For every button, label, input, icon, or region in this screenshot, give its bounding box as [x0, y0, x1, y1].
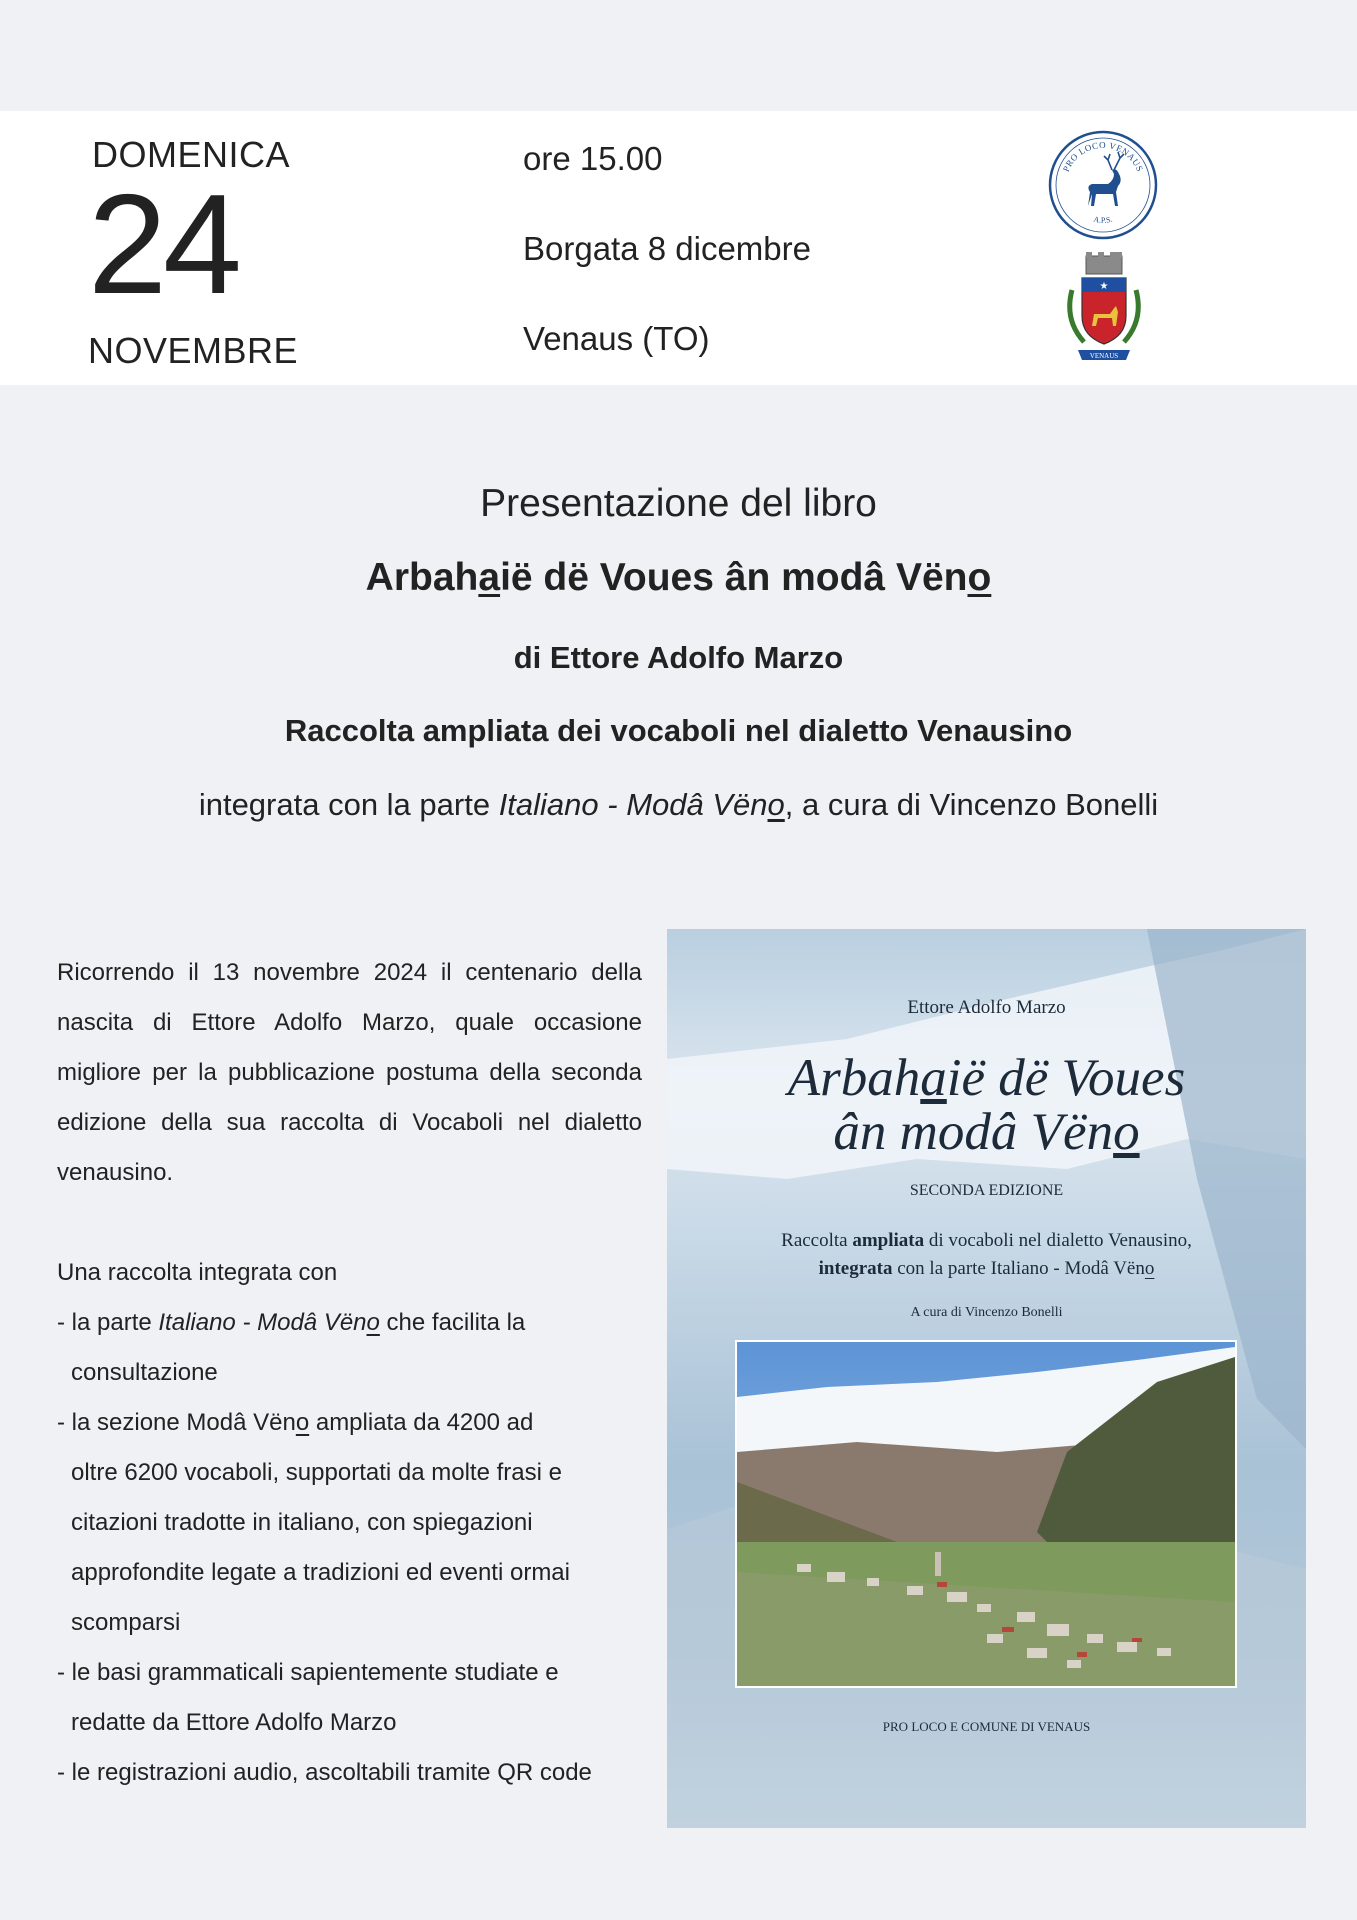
svg-text:A.P.S.	[1093, 215, 1114, 225]
book-integration-note: integrata con la parte Italiano - Modâ Vëno, a cura di Vincenzo Bonelli	[198, 787, 1159, 822]
intro-paragraph: Ricorrendo il 13 novembre 2024 il centenario della nascita di Ettore Adolfo Marzo, quale occasione migliore per la pubblicazione postuma della seconda edizione della sua raccolta di Vocaboli nel dialetto venausino.	[57, 959, 642, 1186]
proloco-logo	[1048, 130, 1158, 240]
book-cover-image	[667, 929, 1306, 1828]
event-town: Venaus (TO)	[523, 320, 710, 357]
list-item: - le basi grammaticali sapientemente studiate e	[57, 1659, 559, 1686]
list-item: - la sezione Modâ Vëno ampliata da 4200 ad	[57, 1409, 534, 1436]
book-subtitle: Raccolta ampliata dei vocaboli nel dialetto Venausino	[284, 713, 1073, 748]
cover-valley-photo	[735, 1340, 1237, 1688]
presentation-intro: Presentazione del libro	[480, 482, 877, 525]
list-item-continuation: scomparsi	[71, 1609, 181, 1636]
cover-subtitle: Raccolta ampliata di vocaboli nel dialetto Venausino, integrata con la parte Italiano - Modâ Vëno	[781, 1230, 1192, 1279]
cover-editor: A cura di Vincenzo Bonelli	[910, 1305, 1063, 1320]
description-text	[57, 948, 642, 1798]
book-author: di Ettore Adolfo Marzo	[513, 640, 844, 675]
list-item-continuation: citazioni tradotte in italiano, con spiegazioni	[71, 1509, 533, 1536]
cover-title: Arbahaië dë Voues ân modâ Vëno	[787, 1049, 1186, 1161]
proloco-top-text: PRO LOCO VENAUS	[1060, 139, 1146, 174]
date-month: NOVEMBRE	[88, 330, 299, 371]
list-item: - le registrazioni audio, ascoltabili tramite QR code	[57, 1759, 592, 1786]
comune-coat-of-arms	[1058, 250, 1150, 368]
book-title: Arbahaië dë Voues ân modâ Vëno	[365, 556, 992, 599]
crown-icon	[1086, 252, 1122, 274]
list-item: - la parte Italiano - Modâ Vëno che facilita la	[57, 1309, 526, 1336]
list-intro: Una raccolta integrata con	[57, 1259, 338, 1286]
svg-text:★: ★	[1099, 281, 1109, 292]
event-time: ore 15.00	[523, 140, 663, 177]
list-item-continuation: consultazione	[71, 1359, 218, 1386]
cover-publisher: PRO LOCO E COMUNE DI VENAUS	[882, 1719, 1091, 1734]
list-item-continuation: redatte da Ettore Adolfo Marzo	[71, 1709, 397, 1736]
event-place: Borgata 8 dicembre	[523, 230, 811, 267]
date-day: 24	[88, 165, 238, 324]
bell-tower	[935, 1552, 941, 1576]
list-item-continuation: approfondite legate a tradizioni ed eventi ormai	[71, 1559, 570, 1586]
list-item-continuation: oltre 6200 vocaboli, supportati da molte frasi e	[71, 1459, 562, 1486]
cover-author: Ettore Adolfo Marzo	[907, 997, 1066, 1018]
cover-edition: SECONDA EDIZIONE	[909, 1182, 1064, 1199]
proloco-bottom-text: A.P.S.	[1092, 214, 1114, 225]
date-weekday: DOMENICA	[92, 134, 291, 175]
comune-ribbon-text: VENAUS	[1089, 352, 1119, 360]
